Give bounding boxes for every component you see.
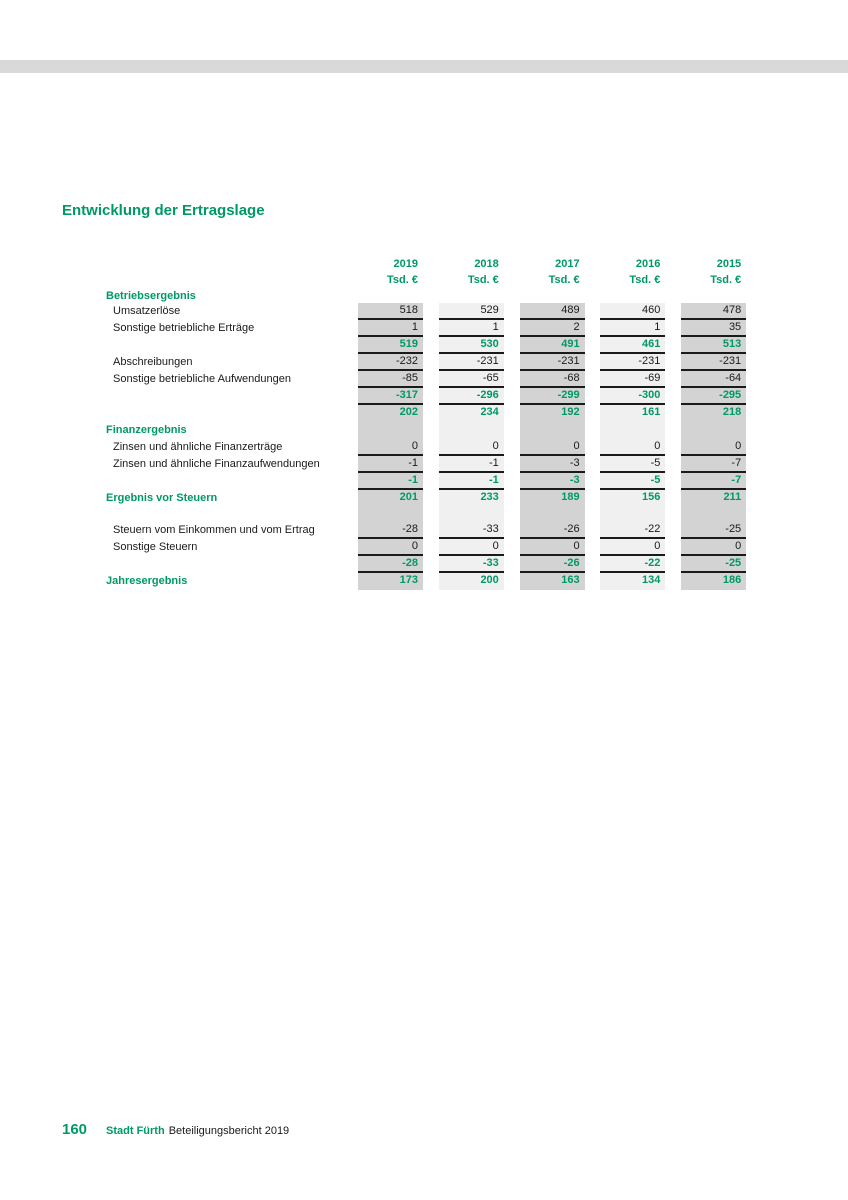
value-cell: 201	[399, 491, 418, 503]
value-cell: -7	[681, 456, 746, 473]
value-cell: -64	[681, 371, 746, 388]
value-cell: -300	[600, 388, 665, 405]
value-cell: -231	[600, 354, 665, 371]
value-cell: 0	[520, 439, 585, 456]
value-cell: -26	[520, 556, 585, 573]
value-cell: 0	[681, 539, 746, 556]
value-cell: 156	[642, 491, 661, 503]
footer-brand: Stadt Fürth	[106, 1125, 165, 1137]
value-cell: -1	[358, 456, 423, 473]
value-cell: 0	[358, 539, 423, 556]
page-number: 160	[62, 1121, 88, 1138]
value-cell: -22	[600, 556, 665, 573]
value-cell: 134	[642, 574, 661, 586]
unit-label: Tsd. €	[467, 274, 499, 286]
value-cell: 489	[520, 303, 585, 320]
value-cell: -296	[439, 388, 504, 405]
footer-report-title: Beteiligungsbericht 2019	[168, 1125, 290, 1137]
value-cell: -5	[600, 473, 665, 490]
value-cell: -25	[681, 522, 746, 539]
year-header-2015: 2015	[716, 258, 742, 270]
row-label: Zinsen und ähnliche Finanzaufwendungen	[113, 458, 320, 470]
value-cell: 211	[723, 491, 742, 503]
value-cell: -25	[681, 556, 746, 573]
value-cell: -295	[681, 388, 746, 405]
value-cell: 0	[439, 539, 504, 556]
unit-label: Tsd. €	[710, 274, 742, 286]
value-cell: 0	[520, 539, 585, 556]
row-label: Steuern vom Einkommen und vom Ertrag	[113, 524, 315, 536]
value-cell: 161	[642, 406, 661, 418]
row-label: Sonstige betriebliche Aufwendungen	[113, 373, 291, 385]
section-label: Jahresergebnis	[106, 575, 188, 587]
value-cell: 218	[722, 406, 742, 418]
value-cell: 519	[358, 337, 423, 354]
unit-label: Tsd. €	[548, 274, 580, 286]
value-cell: 0	[681, 439, 746, 456]
value-cell: 163	[561, 574, 580, 586]
value-cell: -3	[520, 456, 585, 473]
value-cell: -5	[600, 456, 665, 473]
page-title: Entwicklung der Ertragslage	[62, 202, 265, 219]
row-label: Umsatzerlöse	[113, 305, 181, 317]
unit-label: Tsd. €	[629, 274, 661, 286]
value-cell: -85	[358, 371, 423, 388]
value-cell: -69	[600, 371, 665, 388]
value-cell: 1	[358, 320, 423, 337]
section-label: Finanzergebnis	[106, 424, 187, 436]
value-cell: -7	[681, 473, 746, 490]
value-cell: -65	[439, 371, 504, 388]
page-footer	[62, 1121, 289, 1138]
value-cell: -26	[520, 522, 585, 539]
value-cell: -33	[439, 522, 504, 539]
value-cell: -1	[358, 473, 423, 490]
value-cell: 0	[358, 439, 423, 456]
row-label: Abschreibungen	[113, 356, 193, 368]
value-cell: -299	[520, 388, 585, 405]
value-cell: 0	[439, 439, 504, 456]
value-cell: -317	[358, 388, 423, 405]
value-cell: 460	[600, 303, 665, 320]
value-cell: -68	[520, 371, 585, 388]
value-cell: -231	[520, 354, 585, 371]
year-header-2019: 2019	[393, 258, 418, 270]
section-label: Ergebnis vor Steuern	[106, 492, 218, 504]
value-cell: -28	[358, 522, 423, 539]
value-cell: 186	[722, 574, 742, 586]
value-cell: -28	[358, 556, 423, 573]
value-cell: 1	[439, 320, 504, 337]
value-cell: -33	[439, 556, 504, 573]
value-cell: 35	[681, 320, 746, 337]
value-cell: 0	[600, 439, 665, 456]
value-cell: 518	[358, 303, 423, 320]
value-cell: 530	[439, 337, 504, 354]
value-cell: 1	[600, 320, 665, 337]
value-cell: 461	[600, 337, 665, 354]
value-cell: -1	[439, 456, 504, 473]
value-cell: -3	[520, 473, 585, 490]
value-cell: 233	[480, 491, 499, 503]
value-cell: 0	[600, 539, 665, 556]
value-cell: 202	[399, 406, 418, 418]
value-cell: 189	[561, 491, 580, 503]
year-header-2018: 2018	[474, 258, 499, 270]
value-cell: -22	[600, 522, 665, 539]
value-cell: 192	[561, 406, 580, 418]
year-header-2017: 2017	[555, 258, 580, 270]
row-label: Zinsen und ähnliche Finanzerträge	[113, 441, 283, 453]
value-cell: -232	[358, 354, 423, 371]
value-cell: 173	[399, 574, 418, 586]
value-cell: 513	[681, 337, 746, 354]
value-cell: -1	[439, 473, 504, 490]
value-cell: -231	[681, 354, 746, 371]
value-cell: -231	[439, 354, 504, 371]
value-cell: 2	[520, 320, 585, 337]
value-cell: 491	[520, 337, 585, 354]
value-cell: 234	[480, 406, 499, 418]
value-cell: 529	[439, 303, 504, 320]
row-label: Sonstige Steuern	[113, 541, 198, 553]
unit-label: Tsd. €	[387, 274, 418, 286]
value-cell: 478	[681, 303, 746, 320]
value-cell: 200	[480, 574, 499, 586]
section-label: Betriebsergebnis	[106, 290, 196, 302]
year-header-2016: 2016	[635, 258, 661, 270]
row-label: Sonstige betriebliche Erträge	[113, 322, 255, 334]
